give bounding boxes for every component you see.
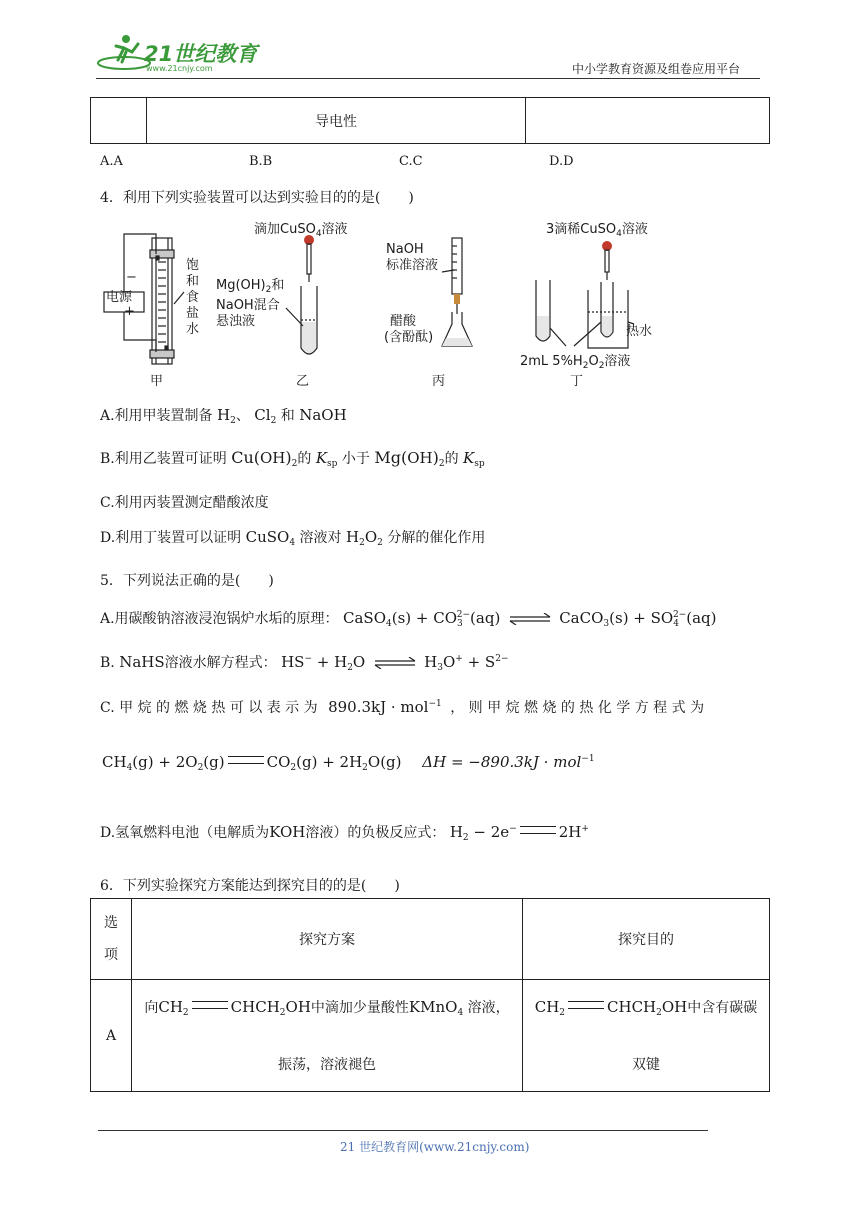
jia-sol-2: 和 xyxy=(186,274,200,289)
q5-option-a: A.用碳酸钠溶液浸泡锅炉水垢的原理： CaSO$_4$(s) + $CO_3^{2-}(aq)$ CaCO$_3$(s) + $SO_4^{2-}(aq)$ xyxy=(100,609,717,629)
q4-option-d: D.利用丁装置可以证明 CuSO$_4$ 溶液对 $H_2O_2$ 分解的催化作用 xyxy=(100,528,486,548)
jia-label: 甲 xyxy=(150,374,164,389)
q5-stem: 5．下列说法正确的是( ) xyxy=(100,573,274,589)
jia-minus: − xyxy=(126,270,137,285)
jia-sol-4: 盐 xyxy=(186,306,200,321)
jia-sol-3: 食 xyxy=(186,290,200,305)
q4-option-b: B.利用乙装置可证明 $Cu(OH)_2$的 $K_{sp}$ 小于 $Mg(OH)_2$的 $K_{sp}$ xyxy=(100,448,485,469)
footer-text: 21 世纪教育网(www.21cnjy.com) xyxy=(340,1140,530,1154)
yi-side-label: $Mg(OH)_2$和 NaOH混合 悬浊液 xyxy=(216,278,285,329)
q5-option-d: D.氢氧燃料电池（电解质为KOH溶液）的负极反应式： $H_2 - 2e^-$ 2H+ xyxy=(100,823,589,843)
header-right-text: 中小学教育资源及组卷应用平台 xyxy=(572,62,741,76)
ding-top-label: 3滴稀CuSO$_4$溶液 xyxy=(546,222,648,239)
apparatus-yi xyxy=(286,235,317,354)
q4-option-c: C.利用丙装置测定醋酸浓度 xyxy=(100,495,269,511)
reversible-arrow-icon xyxy=(373,657,417,669)
ding-label: 丁 xyxy=(570,374,584,389)
equals-sign-icon xyxy=(228,756,264,764)
double-bond-icon xyxy=(192,1001,228,1009)
q4-option-a: A.利用甲装置制备 $H_2$、 $Cl_2$ 和 NaOH xyxy=(100,406,347,426)
bing-label: 丙 xyxy=(432,374,446,389)
q6-header-goal: 探究目的 xyxy=(523,899,770,980)
jia-power-label: 电源 xyxy=(106,290,133,305)
q6-row-a-goal: $CH_2$ $CHCH_2OH$中含有碳碳 双键 xyxy=(523,980,770,1092)
equals-sign-icon xyxy=(520,826,556,834)
q6-header-option: 选 项 xyxy=(91,899,132,980)
q3-table-tail xyxy=(90,97,770,144)
apparatus-ding xyxy=(536,241,634,348)
jia-solution-label xyxy=(186,258,199,338)
ding-water-label: 热水 xyxy=(626,324,653,339)
q6-row-a-label: A xyxy=(91,980,132,1092)
yi-top-label: 滴加CuSO$_4$溶液 xyxy=(254,222,348,239)
q3-row-text: 导电性 xyxy=(147,98,526,144)
q4-stem: 4．利用下列实验装置可以达到实验目的的是( ) xyxy=(100,190,414,206)
ding-bottom-label: 2mL $5\%H_2O_2$溶液 xyxy=(520,354,631,371)
double-bond-icon xyxy=(568,1001,604,1009)
footer-divider xyxy=(98,1130,708,1131)
q6-header-plan: 探究方案 xyxy=(132,899,523,980)
q6-stem: 6．下列实验探究方案能达到探究目的的是( ) xyxy=(100,878,400,894)
yi-label: 乙 xyxy=(296,374,310,389)
reversible-arrow-icon xyxy=(508,613,552,625)
logo-url: www.21cnjy.com xyxy=(146,64,213,73)
q5-option-b: B. NaHS溶液水解方程式： $HS^- + H_2O$ $H_3O^+ + S^{2-}$ xyxy=(100,653,509,673)
jia-sol-1: 饱 xyxy=(186,258,200,273)
q3-option-b: B.B xyxy=(249,154,273,169)
bing-reagent-label: NaOH 标准溶液 xyxy=(386,242,439,273)
bing-flask-label: 醋酸 (含酚酞) xyxy=(384,314,434,345)
q6-table xyxy=(90,898,770,1092)
q5-option-c-equation: $CH_4(g) + 2O_2(g) CO_2(g) + 2H_2O(g) \Delta H = -890.3kJ \cdot mol^{-1}$ xyxy=(102,753,595,773)
q3-option-d: D.D xyxy=(549,154,574,169)
header-logo xyxy=(96,30,266,76)
apparatus-bing xyxy=(442,238,472,346)
jia-sol-5: 水 xyxy=(186,322,200,337)
q4-figure xyxy=(96,212,676,392)
jia-plus: + xyxy=(124,304,135,319)
q3-option-a: A.A xyxy=(100,154,123,169)
q3-option-c: C.C xyxy=(399,154,423,169)
q5-option-c-line1: C. 甲 烷 的 燃 烧 热 可 以 表 示 为 890.3kJ · mol$^{-1}$ ， 则 甲 烷 燃 烧 的 热 化 学 方 程 式 为 xyxy=(100,698,705,716)
logo-text: 21世纪教育 xyxy=(144,42,258,66)
q6-row-a-plan: 向$CH_2$ $CHCH_2OH$中滴加少量酸性KMnO$_4$ 溶液， 振荡，溶液褪色 xyxy=(132,980,523,1092)
header-divider xyxy=(96,78,760,79)
